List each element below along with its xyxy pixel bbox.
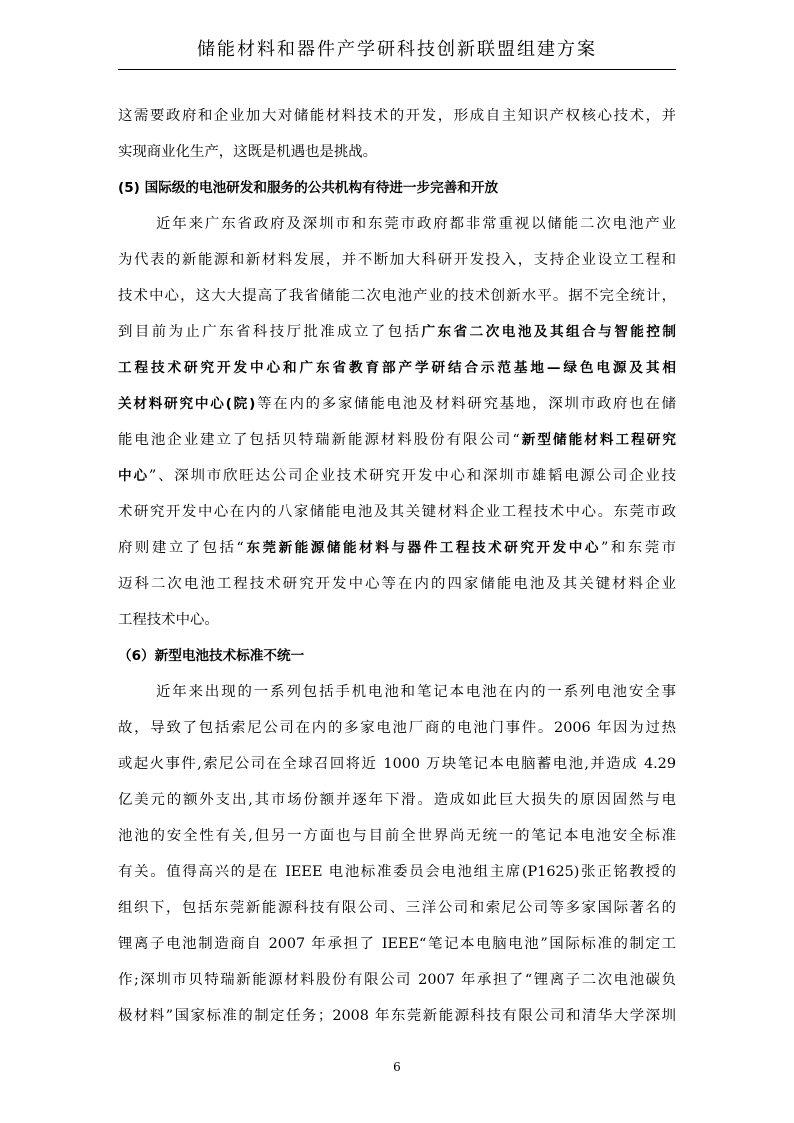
body-line: 作;深圳市贝特瑞新能源材料股份有限公司 2007 年承担了“锂离子二次电池碳负	[118, 972, 676, 988]
body-line	[118, 314, 676, 350]
plain-text: 到目前为止广东省科技厅批准成立了包括	[118, 324, 422, 340]
plain-text: ”、深圳市欣旺达公司企业技术研究开发中心和深圳市雄韬电源公司企业技	[148, 468, 676, 484]
body-line: 迈科二次电池工程技术研究开发中心等在内的四家储能电池及其关键材料企业	[118, 576, 676, 592]
plain-text: 府则建立了包括“	[118, 540, 244, 556]
bold-text: 广东省二次电池及其组合与智能控制	[421, 324, 676, 340]
body-line: 为代表的新能源和新材料发展，并不断加大科研开发投入，支持企业设立工程和	[118, 252, 676, 268]
document-body	[118, 98, 676, 1034]
body-line: 故，导致了包括索尼公司在内的多家电池厂商的电池门事件。2006 年因为过热	[118, 720, 676, 736]
body-line: 或起火事件,索尼公司在全球召回将近 1000 万块笔记本电脑蓄电池,并造成 4.29	[118, 756, 676, 772]
body-line	[118, 530, 676, 566]
body-line	[118, 458, 676, 494]
bold-text: 关材料研究中心(院)	[118, 396, 256, 412]
body-line: 实现商业化生产，这既是机遇也是挑战。	[118, 144, 378, 160]
body-line: 池池的安全性有关,但另一方面也与目前全世界尚无统一的笔记本电池安全标准	[118, 828, 676, 844]
body-line: 技术中心，这大大提高了我省储能二次电池产业的技术创新水平。据不完全统计，	[118, 288, 676, 304]
body-line: 这需要政府和企业加大对储能材料技术的开发，形成自主知识产权核心技术，并	[118, 108, 676, 124]
body-line: 工程技术中心。	[118, 612, 219, 628]
section-heading-6: （6）新型电池技术标准不统一	[118, 648, 305, 664]
bold-text: 东莞新能源储能材料与器件工程技术研究开发中心	[243, 540, 601, 556]
header-rule	[118, 69, 676, 70]
plain-text: ”和东莞市	[600, 540, 676, 556]
body-line	[118, 422, 676, 458]
body-line: 术研究开发中心在内的八家储能电池及其关键材料企业工程技术中心。东莞市政	[118, 504, 676, 520]
plain-text: 能电池企业建立了包括贝特瑞新能源材料股份有限公司“	[118, 432, 520, 448]
section-heading-5: (5) 国际级的电池研发和服务的公共机构有待进一步完善和开放	[118, 180, 499, 196]
body-line	[118, 386, 676, 422]
body-line: 近年来出现的一系列包括手机电池和笔记本电池在内的一系列电池安全事	[156, 684, 676, 700]
page-number: 6	[393, 1060, 401, 1074]
bold-text: 新型储能材料工程研究	[519, 432, 676, 448]
body-line: 极材料”国家标准的制定任务；2008 年东莞新能源科技有限公司和清华大学深圳	[118, 1008, 676, 1024]
plain-text: 等在内的多家储能电池及材料研究基地，深圳市政府也在储	[255, 396, 676, 412]
body-line: 组织下，包括东莞新能源科技有限公司、三洋公司和索尼公司等多家国际著名的	[118, 900, 676, 916]
body-line: 近年来广东省政府及深圳市和东莞市政府都非常重视以储能二次电池产业	[156, 216, 676, 232]
bold-text: 中心	[118, 468, 149, 484]
body-line: 工程技术研究开发中心和广东省教育部产学研结合示范基地—绿色电源及其相	[118, 360, 676, 376]
body-line: 锂离子电池制造商自 2007 年承担了 IEEE“笔记本电脑电池”国际标准的制定工	[118, 936, 676, 952]
running-header: 储能材料和器件产学研科技创新联盟组建方案	[197, 39, 597, 60]
body-line: 有关。值得高兴的是在 IEEE 电池标准委员会电池组主席(P1625)张正铭教授的	[118, 864, 676, 880]
body-line: 亿美元的额外支出,其市场份额并逐年下滑。造成如此巨大损失的原因固然与电	[118, 792, 676, 808]
